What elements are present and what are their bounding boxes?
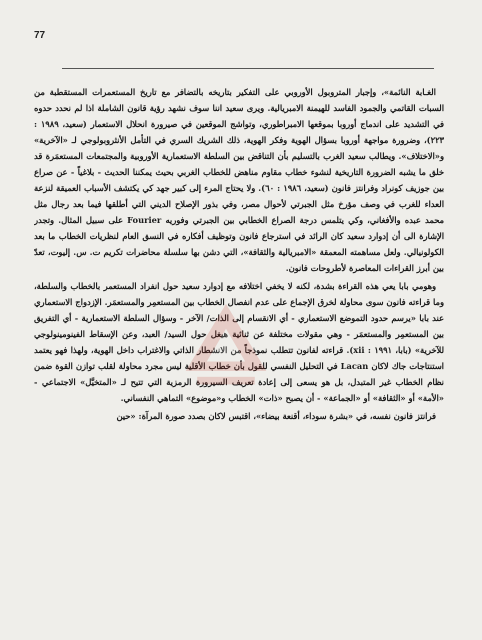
paragraph-3: فرانتز فانون نفسه، في «بشرة سوداء، أقنعة بيضاء»، اقتبس لاكان بصدد صورة المرآة: «حين (116, 411, 436, 421)
page-number: 77 (34, 30, 46, 41)
body-text (34, 84, 444, 632)
paragraph-2: وهومي بابا يعي هذه القراءة بشدة، لكنه لا يخفي اختلافه مع إدوارد سعيد حول انفراد المستعمر بالخطاب والسلطة، وما قراءته فانون سوى محاولة لخرق الإجماع على عدم انفصال الخطاب بين المستعمِر والمستعمَر. الإزدواج الاستعماري عند بابا «يرسم حدود التموضع الاستعماري - أي الانقسام إلى الذات/ الآخر - وسؤال السلطة الاستعمارية - أي التفريق بين المستعمِر والمستعمَر - وهي مقولات مختلفة عن ثنائية هيغل حول السيد/ العبد، وعن الإسقاط الفينومينولوجي للآخرية» (بابا، ١٩٩١ : xii). قراءته لفانون تتطلب نموذجاً من الانشطار الذاتي والاغتراب داخل الهوية، ولهذا فهو يعتمد استنتاجات جاك لاكان Lacan في التحليل النفسي للقول بأن خطاب الأقلية ليس مجرد محاولة لقلب توازن القوة ضمن نظام الخطاب غير المتبدل، بل هو يسعى إلى إعادة تعريف السيرورة الرمزية التي تتيح لـ «المتخيَّل» الاجتماعي - «الأمة» أو «الثقافة» أو «الجماعة» - أن يصبح «ذات» الخطاب و«موضوع» التماهي النفساني. (34, 281, 444, 403)
paragraph-1: الغـابة النائمة»، وإجبار المتروبول الأوروبي على التفكير بتاريخه بالتضافر مع تاريخ المستعمرات المستقطبة من السبات القاتمي والجمود الفاسد للهيمنة الامبريالية. ويرى سعيد اننا سوف نشهد رؤية قانون الشاملة اذا لم نحدد حدوه في التشديد على اندماج أوروبا بموقعها الامبراطوري، وتواشج الموقعين في صيرورة انحلال الاستعمار (سعيد، ١٩٨٩ : ٢٢٣)، وضرورة مواجهة أوروبا بسؤال الهوية وفكر الهوية، ذلك الشريك السري في التأمل الأنثروبولوجي لـ «الآخرية» و«الاختلاف». ويطالب سعيد الغرب بالتسليم بأن التناقض بين السلطة الاستعمارية الأوروبية والمجتمعات المستعمَرة قد خلق ما يشبه الضرورة التاريخية لنشوء خطاب مقاوم مناهض للخطاب الغربي بحيث يمكننا الحديث - بلاغياً - عن صراع بين جوزيف كونراد وفرانتز فانون (سعيد، ١٩٨٦ : ٦٠). ولا يحتاج المرء إلى كبير جهد كي يكتشف الأسباب العميقة لنزعة العداء للغرب في وصف مؤرخ مثل الجبرتي لأحوال مصر، وفي بذور الإصلاح الديني التي أطلقها فيما بعد رجال مثل محمد عبده والأفغاني، وكي يتلمس درجة الصراع الخطابي بين الجبرتي وفوريه Fourier على سبيل المثال. وتجدر الإشارة الى أن إدوارد سعيد كان الرائد في استرجاع فانون وتوظيف أفكاره في النسق العام لنظريات الخطاب ما بعد الكولونيالي. ولعل مساهمته المعمقة «الامبريالية والثقافة»، التي دشن بها سلسلة محاضرات تكريم ت. س. إليوت، تعدّ بين أبرز القراءات المعاصرة لأطروحات فانون. (34, 87, 444, 273)
header-rule (62, 68, 434, 69)
